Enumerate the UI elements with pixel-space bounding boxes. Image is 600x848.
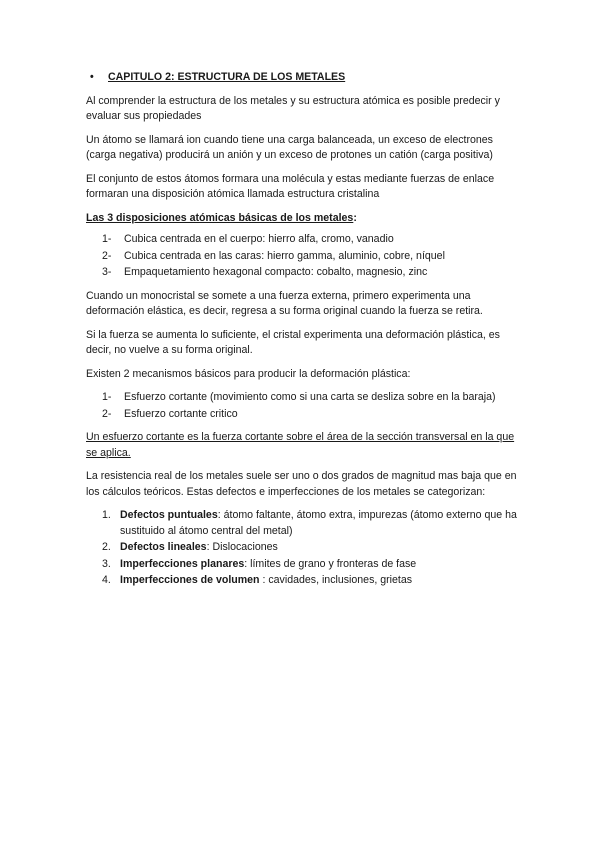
list-item-text: Empaquetamiento hexagonal compacto: cobalto, magnesio, zinc bbox=[124, 266, 428, 278]
dispositions-heading bbox=[86, 211, 518, 227]
list-item bbox=[86, 390, 518, 406]
bullet-icon: • bbox=[90, 71, 94, 83]
list-item bbox=[86, 249, 518, 265]
molecule-paragraph: El conjunto de estos átomos formara una molécula y estas mediante fuerzas de enlace formaran una disposición atómica llamada estructura cristalina bbox=[86, 172, 495, 200]
defect-term: Defectos lineales bbox=[120, 541, 207, 553]
list-item-text: Esfuerzo cortante (movimiento como si una carta se desliza sobre en la baraja) bbox=[124, 391, 496, 403]
chapter-heading bbox=[86, 70, 518, 86]
list-item bbox=[86, 557, 518, 573]
list-item-text: Cubica centrada en las caras: hierro gamma, aluminio, cobre, níquel bbox=[124, 249, 445, 262]
list-item-body bbox=[120, 508, 518, 539]
intro-paragraph: Al comprender la estructura de los metales y su estructura atómica es posible predecir y evaluar sus propiedades bbox=[86, 94, 500, 122]
list-item bbox=[86, 508, 518, 539]
mechanisms-list bbox=[86, 390, 518, 422]
defects-intro: La resistencia real de los metales suele ser uno o dos grados de magnitud mas baja que en los cálculos teóricos. Estas defectos e imperfecciones de los metales se categorizan: bbox=[86, 470, 517, 498]
list-marker: 3. bbox=[102, 557, 111, 570]
list-marker: 3- bbox=[102, 266, 112, 278]
list-marker: 2- bbox=[102, 407, 112, 420]
defect-term: Imperfecciones de volumen bbox=[120, 574, 260, 586]
list-marker: 1. bbox=[102, 509, 111, 521]
defects-list bbox=[86, 508, 518, 589]
list-item-body bbox=[120, 573, 412, 589]
defect-description: : Dislocaciones bbox=[206, 541, 278, 553]
defect-description: : cavidades, inclusiones, grietas bbox=[259, 574, 413, 586]
document-body bbox=[86, 70, 518, 590]
list-item bbox=[86, 407, 518, 423]
list-marker: 2- bbox=[102, 249, 112, 262]
list-item bbox=[86, 265, 518, 281]
shear-definition: Un esfuerzo cortante es la fuerza cortante sobre el área de la sección transversal en la que se aplica. bbox=[86, 431, 515, 459]
defect-term: Defectos puntuales bbox=[120, 509, 218, 521]
list-item-body bbox=[120, 557, 416, 573]
list-marker: 1- bbox=[102, 391, 112, 403]
list-marker: 2. bbox=[102, 541, 111, 553]
defect-description: : límites de grano y fronteras de fase bbox=[244, 557, 417, 570]
mechanisms-paragraph: Existen 2 mecanismos básicos para producir la deformación plástica: bbox=[86, 367, 411, 380]
chapter-title: CAPITULO 2: ESTRUCTURA DE LOS METALES bbox=[108, 71, 346, 83]
list-item bbox=[86, 573, 518, 589]
list-marker: 1- bbox=[102, 233, 112, 245]
defect-term: Imperfecciones planares bbox=[120, 557, 245, 570]
dispositions-heading-text: Las 3 disposiciones atómicas básicas de los metales bbox=[86, 211, 354, 224]
elastic-paragraph: Cuando un monocristal se somete a una fuerza externa, primero experimenta una deformación elástica, es decir, regresa a su forma original cuando la fuerza se retira. bbox=[86, 289, 483, 317]
plastic-paragraph: Si la fuerza se aumenta lo suficiente, el cristal experimenta una deformación plástica, es decir, no vuelve a su forma original. bbox=[86, 328, 500, 356]
list-item-body bbox=[120, 540, 278, 556]
ion-paragraph: Un átomo se llamará ion cuando tiene una carga balanceada, un exceso de electrones (carga negativa) producirá un anión y un exceso de protones un catión (carga positiva) bbox=[86, 133, 493, 161]
list-marker: 4. bbox=[102, 574, 111, 586]
list-item bbox=[86, 540, 518, 556]
list-item-text: Esfuerzo cortante critico bbox=[124, 407, 238, 420]
dispositions-list bbox=[86, 232, 518, 281]
dispositions-heading-colon: : bbox=[353, 211, 357, 224]
defect-description: : átomo faltante, átomo extra, impurezas (átomo externo que ha sustituido al átomo central del metal) bbox=[120, 509, 517, 537]
list-item-text: Cubica centrada en el cuerpo: hierro alfa, cromo, vanadio bbox=[124, 233, 394, 245]
list-item bbox=[86, 232, 518, 248]
